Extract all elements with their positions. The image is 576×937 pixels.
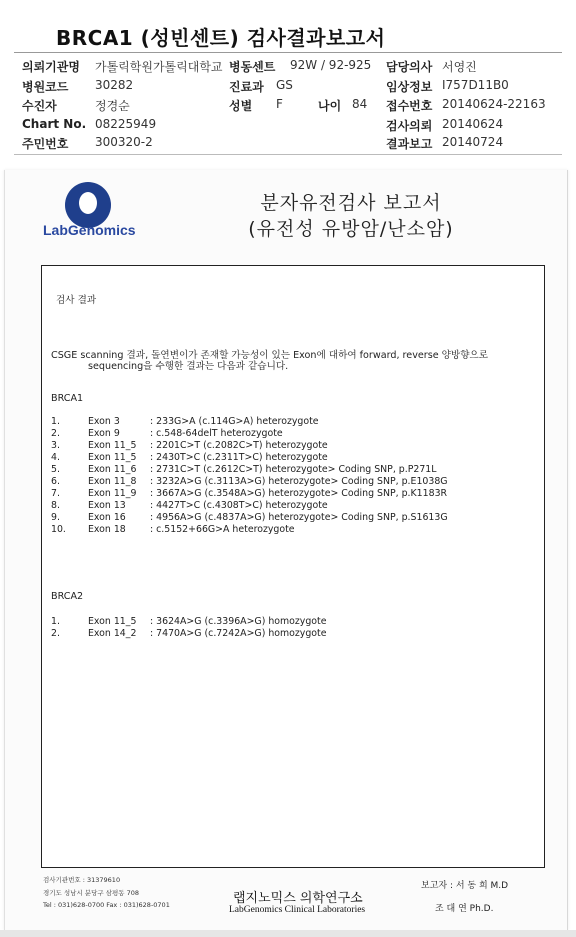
scanned-report-page xyxy=(4,170,568,930)
results-box: 검사 결과 CSGE scanning 결과, 돌연변이가 존재할 가능성이 있는 Exon에 대하여 forward, reverse 양방향으로 sequencing을 수행한 결과는 다음과 같습니다. BRCA1 1. Exon 3 : 233G>A (c.114G>A) heterozygote 2. Exon 9 : c.548-64delT heterozygote 3. Exon 11_5 : 2201C>T (c.2082C>T) heterozygote 4. Exon 11_5 : 2430T>C (c.2311T>C) heterozygote 5. Exon 11_6 : 2731C>T (c.2612C>T) heterozygote> Coding SNP, p.P271L 6. Exon 11_8 : 3232A>G (c.3113A>G) heterozygote> Coding SNP, p.E1038G 7. Exon 11_9 : 3667A>G (c.3548A>G) heterozygote> Coding SNP, p.K1183R 8. Exon 13 : 4427T>C (c.4308T>C) heterozygote 9. Exon 16 : 4956A>G (c.4837A>G) heterozygote> Coding SNP, p.S1613G 10. Exon 18 : c.5152+66G>A heterozygote BRCA2 1. Exon 11_5 : 3624A>G (c.3396A>G) homozygote 2. Exon 14_2 : 7470A>G (c.7242A>G) homozygote xyxy=(41,265,545,868)
field-label-physician: 담당의사 xyxy=(386,60,433,74)
field-label-hospital-code: 병원코드 xyxy=(22,80,69,94)
field-value-resident-no: 300320-2 xyxy=(95,135,153,149)
header-divider-bottom xyxy=(14,154,562,155)
gene-heading-brca2: BRCA2 xyxy=(51,591,84,602)
document-title: BRCA1 (성빈센트) 검사결과보고서 xyxy=(56,26,386,50)
field-label-accession-no: 접수번호 xyxy=(386,99,433,113)
field-label-ward: 병동센트 xyxy=(229,60,276,74)
field-label-age: 나이 xyxy=(318,99,342,113)
page-bottom-edge xyxy=(0,930,576,937)
lab-name-english: LabGenomics Clinical Laboratories xyxy=(229,905,366,915)
field-value-sex: F xyxy=(276,97,283,111)
field-value-report-date: 20140724 xyxy=(442,135,504,149)
cosigner-signature: 조 대 연 Ph.D. xyxy=(435,904,494,914)
report-title: 분자유전검사 보고서 xyxy=(260,192,442,214)
field-label-department: 진료과 xyxy=(229,80,264,94)
field-value-physician: 서영진 xyxy=(442,60,477,74)
logo-text: LabGenomics xyxy=(43,222,136,238)
field-value-age: 84 xyxy=(352,97,368,111)
field-label-report-date: 결과보고 xyxy=(386,137,433,151)
intro-text-line2: sequencing을 수행한 결과는 다음과 같습니다. xyxy=(88,361,289,372)
field-label-patient: 수진자 xyxy=(22,99,57,113)
field-label-sex: 성별 xyxy=(229,99,253,113)
field-value-ward: 92W / 92-925 xyxy=(290,58,372,72)
lab-registration-no: 검사기관번호 : 31379610 xyxy=(43,876,121,884)
reporter-signature: 보고자 : 서 동 희 M.D xyxy=(421,881,509,891)
section-heading: 검사 결과 xyxy=(56,295,97,306)
lab-address: 경기도 성남시 분당구 삼평동 708 xyxy=(43,889,140,897)
field-value-request-date: 20140624 xyxy=(442,117,504,131)
field-label-resident-no: 주민번호 xyxy=(22,137,69,151)
field-value-patient: 정경순 xyxy=(95,99,130,113)
field-value-accession-no: 20140624-22163 xyxy=(442,97,546,111)
lab-name-korean: 랩지노믹스 의학연구소 xyxy=(233,891,363,906)
report-subtitle: (유전성 유방암/난소암) xyxy=(248,218,454,240)
field-label-clinical-info: 임상정보 xyxy=(386,80,433,94)
header-divider-top xyxy=(14,52,562,53)
field-value-clinical-info: I757D11B0 xyxy=(442,78,509,92)
field-label-chart-no: Chart No. xyxy=(22,117,87,131)
field-label-request-date: 검사의뢰 xyxy=(386,119,433,133)
intro-text-line1: CSGE scanning 결과, 돌연변이가 존재할 가능성이 있는 Exon에 대하여 forward, reverse 양방향으로 xyxy=(51,350,489,361)
field-label-requesting-institution: 의뢰기관명 xyxy=(22,60,80,74)
gene-heading-brca1: BRCA1 xyxy=(51,393,84,404)
field-value-requesting-institution: 가톨릭학원가톨릭대학교 xyxy=(95,60,223,74)
field-value-department: GS xyxy=(276,78,293,92)
field-value-chart-no: 08225949 xyxy=(95,117,157,131)
lab-phone-fax: Tel : 031)628-0700 Fax : 031)628-0701 xyxy=(43,901,170,909)
field-value-hospital-code: 30282 xyxy=(95,78,134,92)
